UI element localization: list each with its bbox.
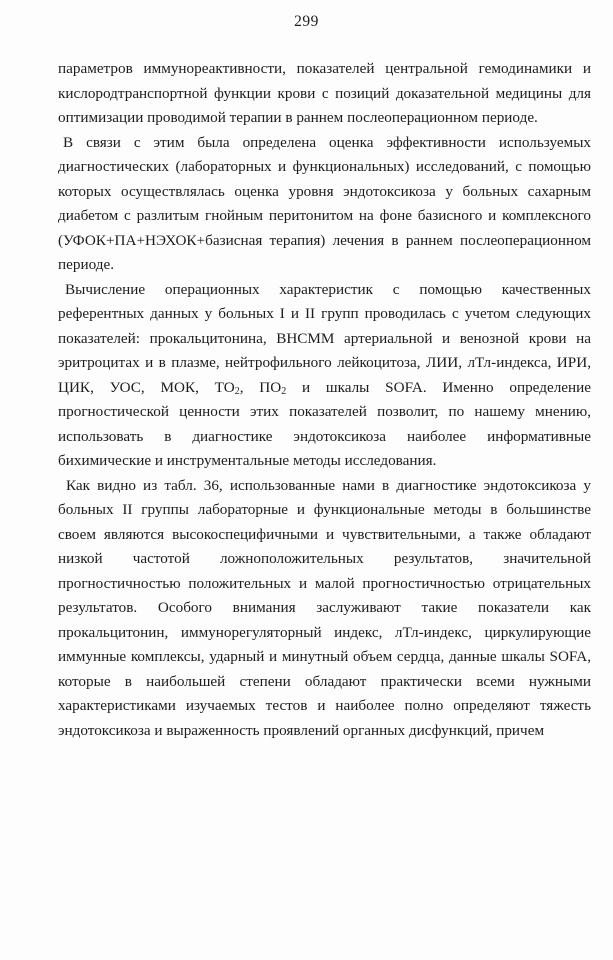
body-text (58, 57, 591, 743)
paragraph-4: Как видно из табл. 36, использованные нами в диагностике эндотоксикоза у больных II группы лабораторные и функциональные методы в большинстве своем являются высокоспецифичными и чувствительными, а также обладают низкой частотой ложноположительных результатов, значительной прогностичностью положительных и малой прогностичностью отрицательных результатов. Особого внимания заслуживают такие показатели как прокальцитонин, иммунорегуляторный индекс, лТл-индекс, циркулирующие иммунные комплексы, ударный и минутный объем сердца, данные шкалы SOFA, которые в наибольшей степени обладают практически всеми нужными характеристиками изучаемых тестов и наиболее полно определяют тяжесть эндотоксикоза и выраженность проявлений органных дисфункций, причем (58, 476, 591, 739)
paragraph-2-text: В связи с этим была определена оценка эффективности используемых диагностических (лабораторных и функциональных) исследований, с помощью которых осуществлялась оценка уровня эндотоксикоза у больных сахарным диабетом с разлитым гнойным перитонитом на фоне базисного и комплексного (УФОК+ПА+НЭХОК+базисная терапия) лечения в раннем послеоперационном периоде. (58, 133, 591, 273)
page-number: 299 (294, 13, 319, 30)
paragraph-3-text-b: , ПО (239, 378, 282, 396)
paragraph-3-subscript-po2: 2 (281, 385, 287, 397)
paragraph-2 (58, 131, 591, 278)
paragraph-3-text-a: Вычисление операционных характеристик с помощью качественных референтных данных у больных I и II групп проводилась с учетом следующих показателей: прокальцитонина, ВНСММ артериальной и венозной крови на эритроцитах и в плазме, нейтрофильного лейкоцитоза, ЛИИ, лТл-индекса, ИРИ, ЦИК, УОС, МОК, ТО (58, 280, 591, 396)
paragraph-3 (58, 278, 591, 474)
paragraph-3-text-c: и шкалы SOFA. Именно определение прогностической ценности этих показателей позволит, по нашему мнению, использовать в диагностике эндотоксикоза наиболее информативные бихимические и инструментальные методы исследования. (58, 378, 592, 469)
paragraph-1: параметров иммунореактивности, показателей центральной гемодинамики и кислородтранспортной функции крови с позиций доказательной медицины для оптимизации проводимой терапии в раннем послеоперационном периоде. (58, 60, 591, 126)
paragraph-3-subscript-to2: 2 (234, 385, 240, 397)
